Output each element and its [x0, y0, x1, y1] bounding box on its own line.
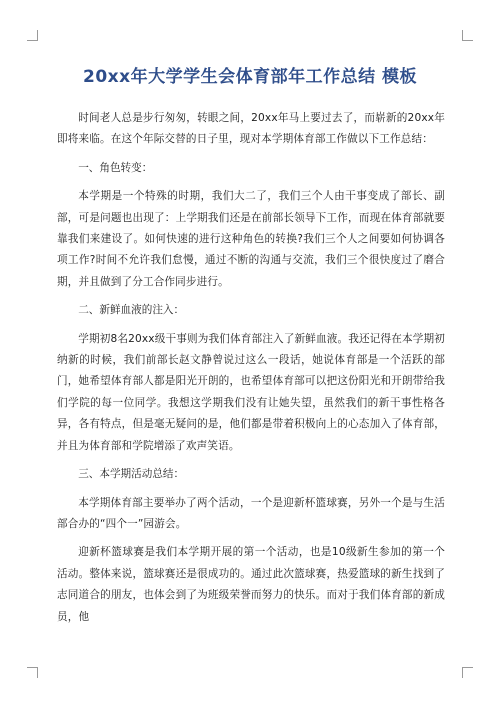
- document-body: [57, 108, 445, 635]
- section-body-activities: 本学期体育部主要举办了两个活动，一个是迎新杯篮球赛，另外一个是与生活部合办的“四个一”园游会。: [57, 496, 445, 530]
- crop-mark-top-left: [27, 30, 38, 41]
- section-body-new-members: 学期初8名20xx级干事则为我们体育部注入了新鲜血液。我还记得在本学期初纳新的时候，我们前部长赵文静曾说过这么一段话，她说体育部是一个活跃的部门，她希望体育部人都是阳光开朗的，也希望体育部可以把这份阳光和开朗带给我们学院的每一位同学。我想这学期我们没有让她失望，虽然我们的新干事性格各异，各有特点，但是毫无疑问的是，他们都是带着积极向上的心态加入了体育部，并且为体育部和学院增添了欢声笑语。: [57, 332, 445, 452]
- section-heading-activities: 三、本学期活动总结：: [78, 468, 185, 481]
- section-heading-role-change: 一、角色转变：: [78, 161, 153, 174]
- intro-paragraph: 时间老人总是步行匆匆，转眼之间，20xx年马上要过去了，而崭新的20xx年即将来临。在这个年际交替的日子里，现对本学期体育部工作做以下工作总结：: [57, 112, 445, 146]
- crop-mark-bottom-right: [462, 667, 473, 678]
- crop-mark-top-right: [462, 30, 473, 41]
- section-heading-new-members: 二、新鲜血液的注入：: [78, 304, 185, 317]
- section-body-role-change: 本学期是一个特殊的时期，我们大二了，我们三个人由干事变成了部长、副部，可是问题也出现了：上学期我们还是在前部长领导下工作，而现在体育部就要靠我们来建设了。如何快速的进行这种角色的转换?我们三个人之间要如何协调各项工作?时间不允许我们怠慢，通过不断的沟通与交流，我们三个很快度过了磨合期，并且做到了分工合作同步进行。: [57, 190, 445, 288]
- crop-mark-bottom-left: [27, 667, 38, 678]
- section-body-basketball: 迎新杯篮球赛是我们本学期开展的第一个活动，也是10级新生参加的第一个活动。整体来说，篮球赛还是很成功的。通过此次篮球赛，热爱篮球的新生找到了志同道合的朋友，也体会到了为班级荣誉而努力的快乐。而对于我们体育部的新成员，他: [57, 546, 445, 623]
- document-title: 20xx年大学学生会体育部年工作总结 模板: [82, 67, 417, 87]
